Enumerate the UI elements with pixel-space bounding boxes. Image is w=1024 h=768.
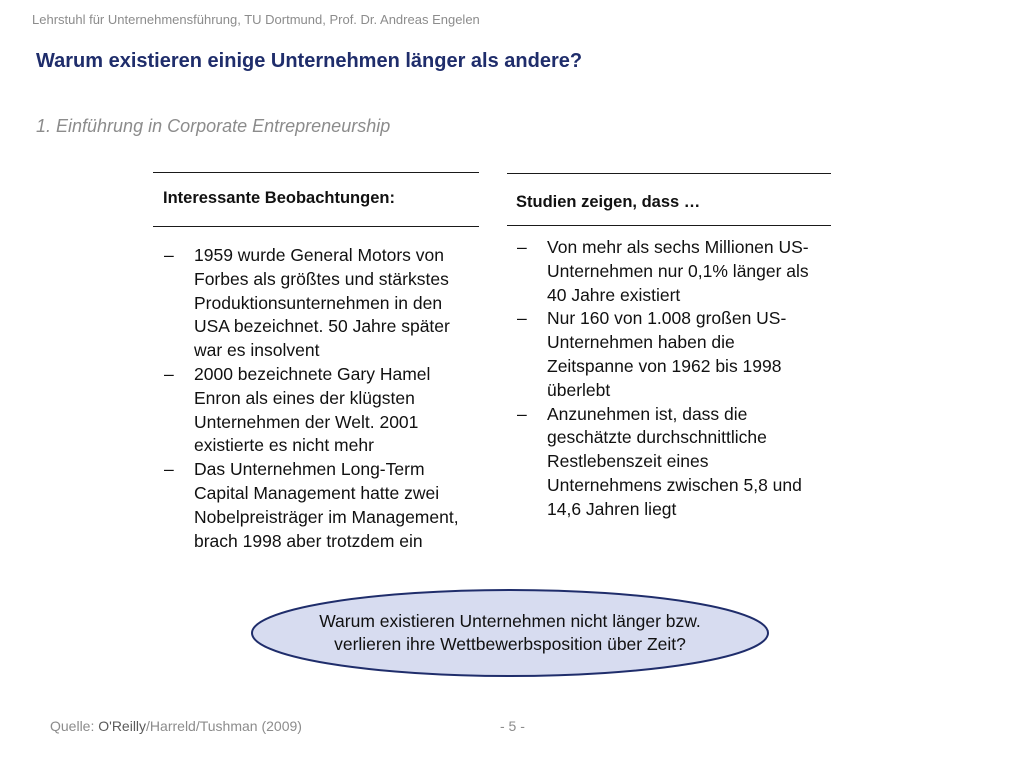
page-title: Warum existieren einige Unternehmen länger als andere?	[36, 50, 583, 72]
bullet-text: Anzunehmen ist, dass die geschätzte durchschnittliche Restlebenszeit eines Unternehmens zwischen 5,8 und 14,6 Jahren liegt	[547, 403, 802, 519]
right-top-rule	[507, 173, 831, 174]
list-item	[164, 363, 480, 458]
source-prefix: Quelle:	[50, 718, 99, 734]
question-line-2: verlieren ihre Wettbewerbsposition über Zeit?	[334, 634, 686, 654]
left-bullet-list	[164, 244, 480, 553]
bullet-text: Nur 160 von 1.008 großen US-Unternehmen haben die Zeitspanne von 1962 bis 1998 überlebt	[547, 308, 787, 400]
bullet-text: Von mehr als sechs Millionen US-Unternehmen nur 0,1% länger als 40 Jahre existiert	[547, 237, 809, 305]
left-bottom-rule	[153, 226, 479, 227]
bullet-text: 2000 bezeichnete Gary Hamel Enron als eines der klügsten Unternehmen der Welt. 2001 existierte es nicht mehr	[194, 363, 431, 456]
list-item	[517, 307, 823, 402]
right-bullet-list	[517, 236, 823, 522]
dash-bullet-icon: –	[164, 459, 174, 480]
source-line	[50, 718, 302, 734]
dash-bullet-icon: –	[164, 245, 174, 265]
dash-bullet-icon: –	[517, 237, 527, 257]
list-item	[164, 244, 480, 363]
source-rest: /Harreld/Tushman (2009)	[146, 718, 302, 734]
source-author-strong: O'Reilly	[98, 718, 147, 734]
dash-bullet-icon: –	[164, 363, 174, 384]
left-top-rule	[153, 172, 479, 173]
question-line-1: Warum existieren Unternehmen nicht länger bzw.	[319, 611, 701, 631]
right-bottom-rule	[507, 225, 831, 226]
section-subtitle: 1. Einführung in Corporate Entrepreneurship	[36, 116, 391, 136]
page-number: - 5 -	[500, 718, 525, 734]
question-text	[319, 610, 701, 656]
dash-bullet-icon: –	[517, 403, 527, 424]
left-column-heading: Interessante Beobachtungen:	[163, 189, 395, 207]
question-ellipse	[250, 588, 770, 678]
bullet-text: Das Unternehmen Long-Term Capital Management hatte zwei Nobelpreisträger im Management, brach 1998 aber trotzdem ein	[194, 459, 459, 551]
right-column-heading: Studien zeigen, dass …	[516, 193, 701, 211]
header-line: Lehrstuhl für Unternehmensführung, TU Dortmund, Prof. Dr. Andreas Engelen	[32, 12, 480, 27]
dash-bullet-icon: –	[517, 308, 527, 329]
list-item	[517, 236, 823, 307]
bullet-text: 1959 wurde General Motors von Forbes als größtes und stärkstes Produktionsunternehmen in den USA bezeichnet. 50 Jahre später war es insolvent	[194, 245, 450, 361]
list-item	[164, 458, 480, 553]
list-item	[517, 403, 823, 522]
